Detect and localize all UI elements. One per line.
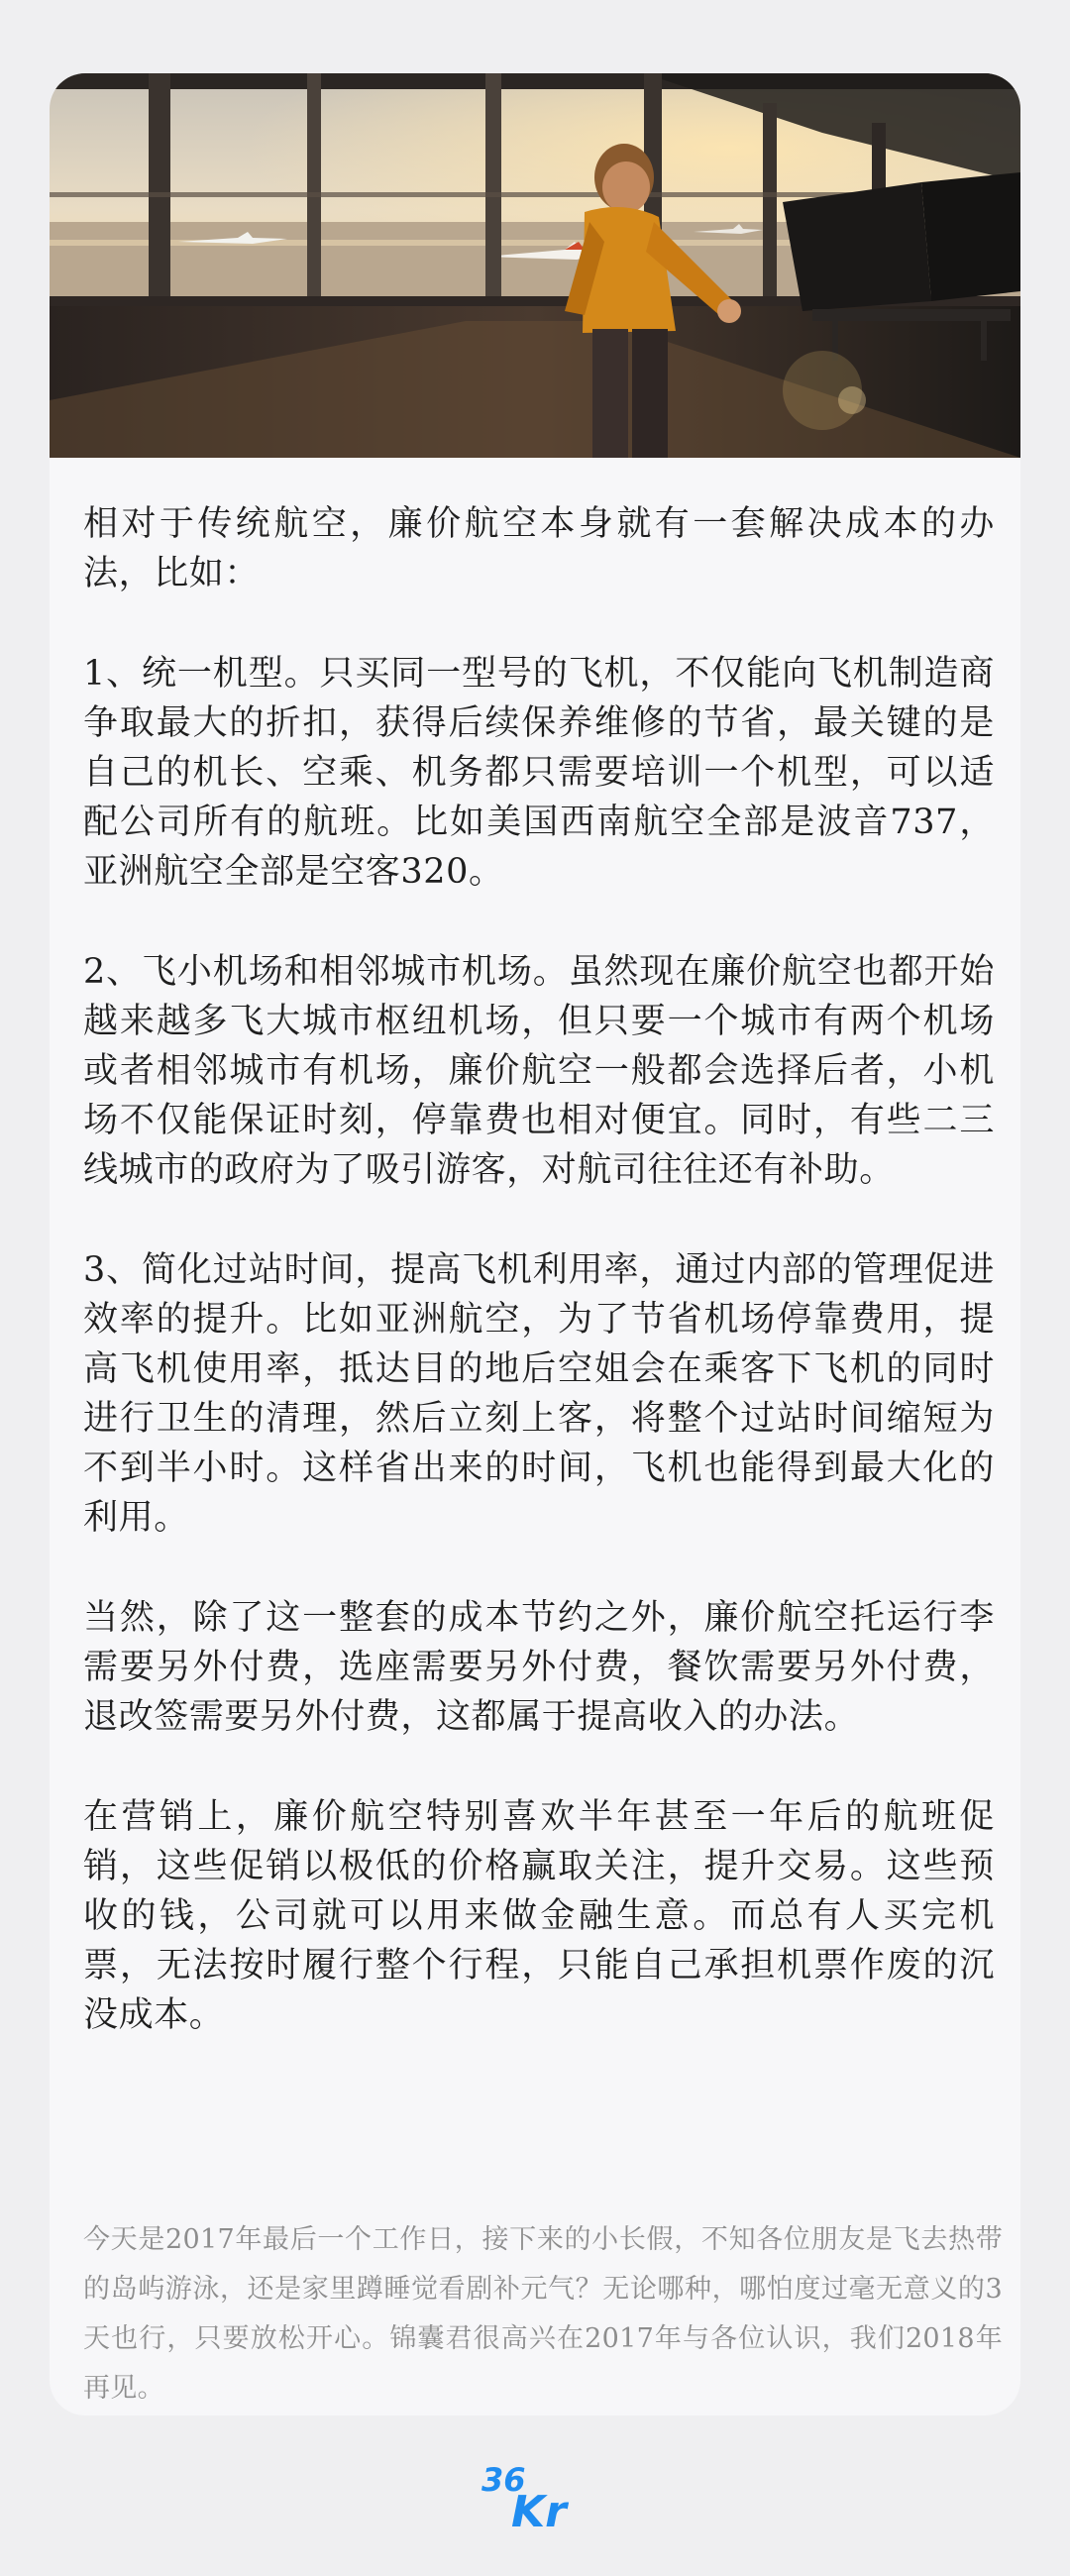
logo-letters: Kr	[511, 2487, 567, 2536]
logo-36kr	[482, 2457, 590, 2536]
paragraph-unified-fleet: 1、统一机型。只买同一型号的飞机，不仅能向飞机制造商争取最大的折扣，获得后续保养维修的节省，最关键的是自己的机长、空乘、机务都只需要培训一个机型，可以适配公司所有的航班。比如美国西南航空全部是波音737，亚洲航空全部是空客320。	[83, 654, 995, 892]
article-card	[50, 73, 1020, 2415]
logo-36kr-mark	[482, 2457, 590, 2536]
logo-digits: 36	[482, 2461, 526, 2499]
closing-note: 今天是2017年最后一个工作日，接下来的小长假，不知各位朋友是飞去热带的岛屿游泳，还是家里蹲睡觉看剧补元气？无论哪种，哪怕度过毫无意义的3天也行，只要放松开心。锦囊君很高兴在2017年与各位认识，我们2018年再见。	[83, 2224, 1003, 2404]
paragraph-turnaround-time: 3、简化过站时间，提高飞机利用率，通过内部的管理促进效率的提升。比如亚洲航空，为了节省机场停靠费用，提高飞机使用率，抵达目的地后空姐会在乘客下飞机的同时进行卫生的清理，然后立刻上客，将整个过站时间缩短为不到半小时。这样省出来的时间，飞机也能得到最大化的利用。	[83, 1250, 995, 1538]
paragraph-marketing: 在营销上，廉价航空特别喜欢半年甚至一年后的航班促销，这些促销以极低的价格赢取关注，提升交易。这些预收的钱，公司就可以用来做金融生意。而总有人买完机票，无法按时履行整个行程，只能自己承担机票作废的沉没成本。	[83, 1797, 995, 2035]
paragraph-extra-fees: 当然，除了这一整套的成本节约之外，廉价航空托运行李需要另外付费，选座需要另外付费，餐饮需要另外付费，退改签需要另外付费，这都属于提高收入的办法。	[83, 1598, 995, 1737]
paragraph-intro: 相对于传统航空，廉价航空本身就有一套解决成本的办法，比如：	[83, 504, 995, 593]
paragraph-small-airports: 2、飞小机场和相邻城市机场。虽然现在廉价航空也都开始越来越多飞大城市枢纽机场，但只要一个城市有两个机场或者相邻城市有机场，廉价航空一般都会选择后者，小机场不仅能保证时刻，停靠费也相对便宜。同时，有些二三线城市的政府为了吸引游客，对航司往往还有补助。	[83, 952, 995, 1190]
airport-child-illustration	[50, 73, 1020, 458]
article-body	[83, 499, 995, 2091]
hero-image	[50, 73, 1020, 458]
